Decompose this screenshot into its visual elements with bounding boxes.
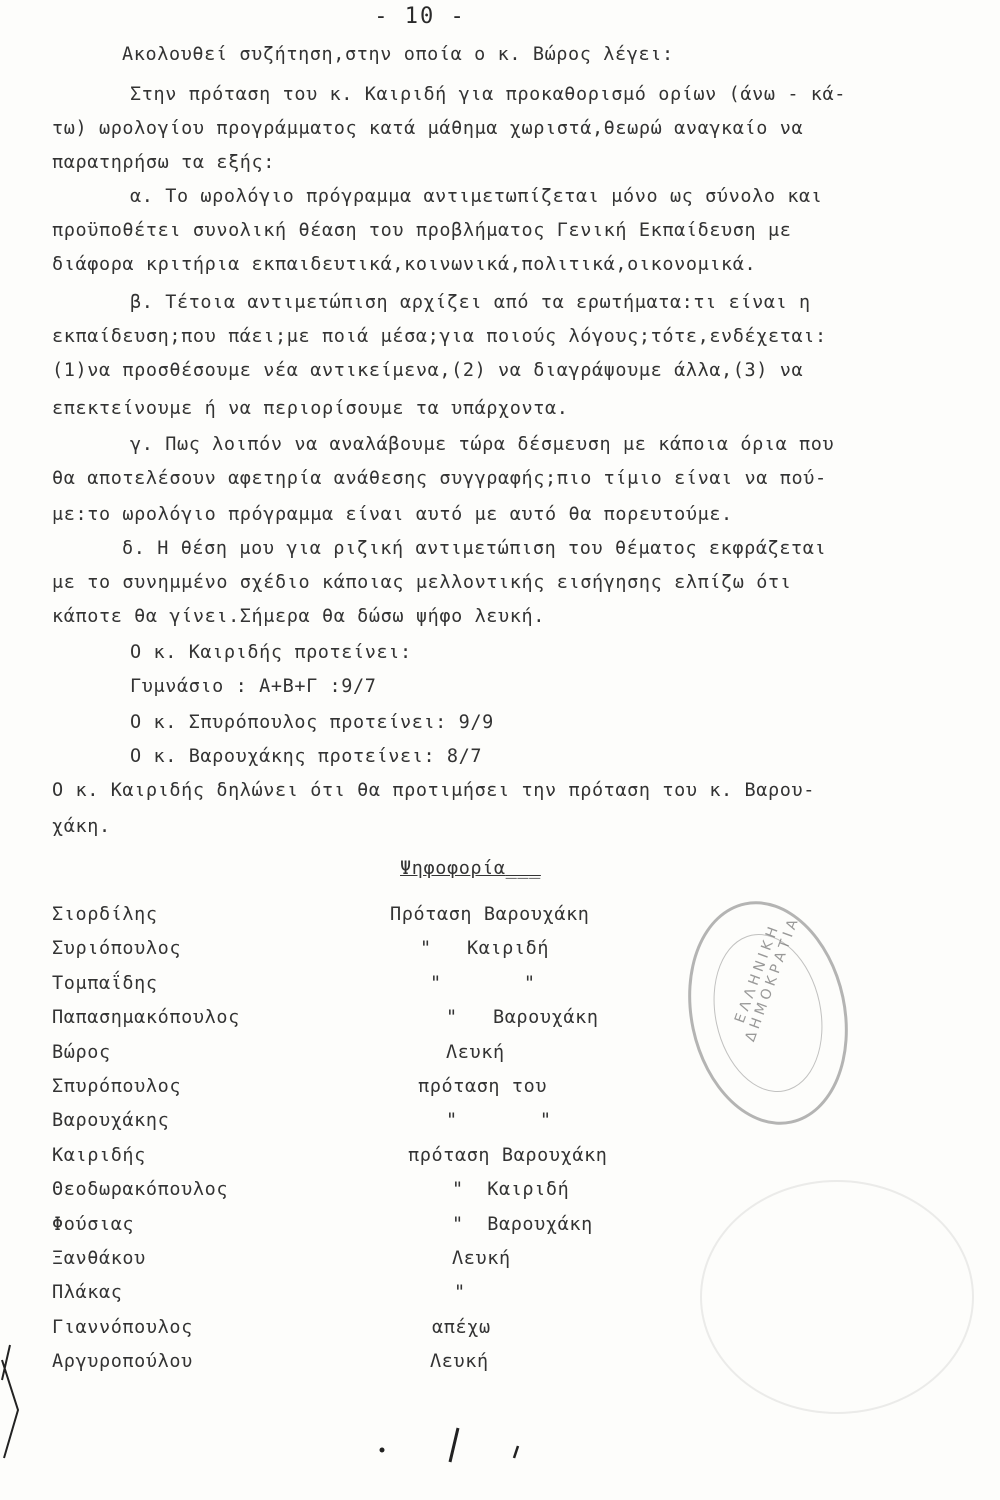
vote-value: Λευκή (446, 1041, 505, 1063)
faded-stamp (700, 1180, 974, 1414)
vote-value: Πρόταση Βαρουχάκη (390, 904, 590, 925)
vote-value: πρόταση του (418, 1076, 548, 1097)
text-line: επεκτείνουμε ή να περιορίσουμε τα υπάρχοντα. (52, 398, 569, 419)
vote-value: " Βαρουχάκη (446, 1007, 599, 1029)
text-line: Στην πρόταση του κ. Καιριδή για προκαθορισμό ορίων (άνω - κά- (130, 84, 847, 105)
text-line: α. Το ωρολόγιο πρόγραμμα αντιμετωπίζεται μόνο ως σύνολο και (130, 186, 823, 207)
voter-name: Πλάκας (52, 1282, 123, 1304)
vote-value: απέχω (432, 1316, 491, 1338)
page-number: - 10 - (374, 4, 466, 29)
text-line: Ο κ. Καιριδής προτείνει: (130, 642, 412, 663)
text-line: προϋποθέτει συνολική θέαση του προβλήματος Γενική Εκπαίδευση με (52, 220, 792, 241)
vote-value: " Καιριδή (420, 938, 550, 960)
stamp-text: ΕΛΛΗΝΙΚΗ ΔΗΜΟΚΡΑΤΙΑ (732, 913, 803, 1044)
text-line: τω) ωρολογίου προγράμματος κατά μάθημα χωριστά,θεωρώ αναγκαίο να (52, 118, 804, 139)
margin-pen-mark (0, 1340, 40, 1460)
text-line: Ακολουθεί συζήτηση,στην οποία ο κ. Βώρος λέγει: (122, 44, 674, 65)
vote-value: " Καιριδή (452, 1179, 570, 1201)
voter-name: Γιαννόπουλος (52, 1316, 193, 1338)
text-line: δ. Η θέση μου για ριζική αντιμετώπιση του θέματος εκφράζεται (122, 538, 827, 559)
voter-name: Βαρουχάκης (52, 1110, 170, 1132)
vote-value: πρόταση Βαρουχάκη (408, 1144, 608, 1166)
voter-name: Φούσιας (52, 1213, 135, 1235)
text-line: (1)να προσθέσουμε νέα αντικείμενα,(2) να διαγράψουμε άλλα,(3) να (52, 360, 804, 381)
voter-name: Παπασημακόπουλος (52, 1007, 240, 1029)
vote-value: " " (446, 1110, 552, 1132)
text-line: με το συνημμένο σχέδιο κάποιας μελλοντικής εισήγησης ελπίζω ότι (52, 572, 792, 593)
text-line: εκπαίδευση;που πάει;με ποιά μέσα;για ποιούς λόγους;τότε,ενδέχεται: (52, 326, 827, 347)
text-line: με:το ωρολόγιο πρόγραμμα είναι αυτό με αυτό θα πορευτούμε. (52, 504, 733, 525)
voter-name: Συριόπουλος (52, 938, 182, 960)
text-line: κάποτε θα γίνει.Σήμερα θα δώσω ψήφο λευκή. (52, 606, 545, 627)
text-line: παρατηρήσω τα εξής: (52, 152, 276, 173)
text-line: γ. Πως λοιπόν να αναλάβουμε τώρα δέσμευση με κάποια όρια που (130, 434, 835, 455)
text-line: β. Τέτοια αντιμετώπιση αρχίζει από τα ερωτήματα:τι είναι η (130, 292, 811, 313)
text-line: Ο κ. Βαρουχάκης προτείνει: 8/7 (130, 746, 483, 767)
vote-value: Λευκή (452, 1248, 511, 1269)
voter-name: Σπυρόπουλος (52, 1076, 182, 1097)
signature-marks (370, 1420, 540, 1470)
voter-name: Αργυροπούλου (52, 1351, 193, 1373)
vote-heading: Ψηφοφορία ___ (400, 858, 541, 879)
text-line: Γυμνάσιο : Α+Β+Γ :9/7 (130, 676, 377, 697)
text-line: θα αποτελέσουν αφετηρία ανάθεσης συγγραφής;πιο τίμιο είναι να πού- (52, 468, 827, 489)
text-line: διάφορα κριτήρια εκπαιδευτικά,κοινωνικά,πολιτικά,οικονομικά. (52, 254, 757, 275)
voter-name: Βώρος (52, 1041, 111, 1063)
voter-name: Τομπαΐδης (52, 972, 158, 994)
text-line: χάκη. (52, 816, 111, 837)
voter-name: Θεοδωρακόπουλος (52, 1179, 229, 1201)
text-line: Ο κ. Σπυρόπουλος προτείνει: 9/9 (130, 712, 494, 733)
vote-value: " (454, 1282, 466, 1304)
voter-name: Ξανθάκου (52, 1248, 146, 1269)
vote-value: Λευκή (430, 1351, 489, 1373)
vote-value: " Βαρουχάκη (452, 1213, 593, 1235)
voter-name: Σιορδίλης (52, 904, 158, 925)
voter-name: Καιριδής (52, 1144, 146, 1166)
vote-value: " " (430, 972, 536, 994)
text-line: Ο κ. Καιριδής δηλώνει ότι θα προτιμήσει την πρόταση του κ. Βαρου- (52, 780, 815, 801)
